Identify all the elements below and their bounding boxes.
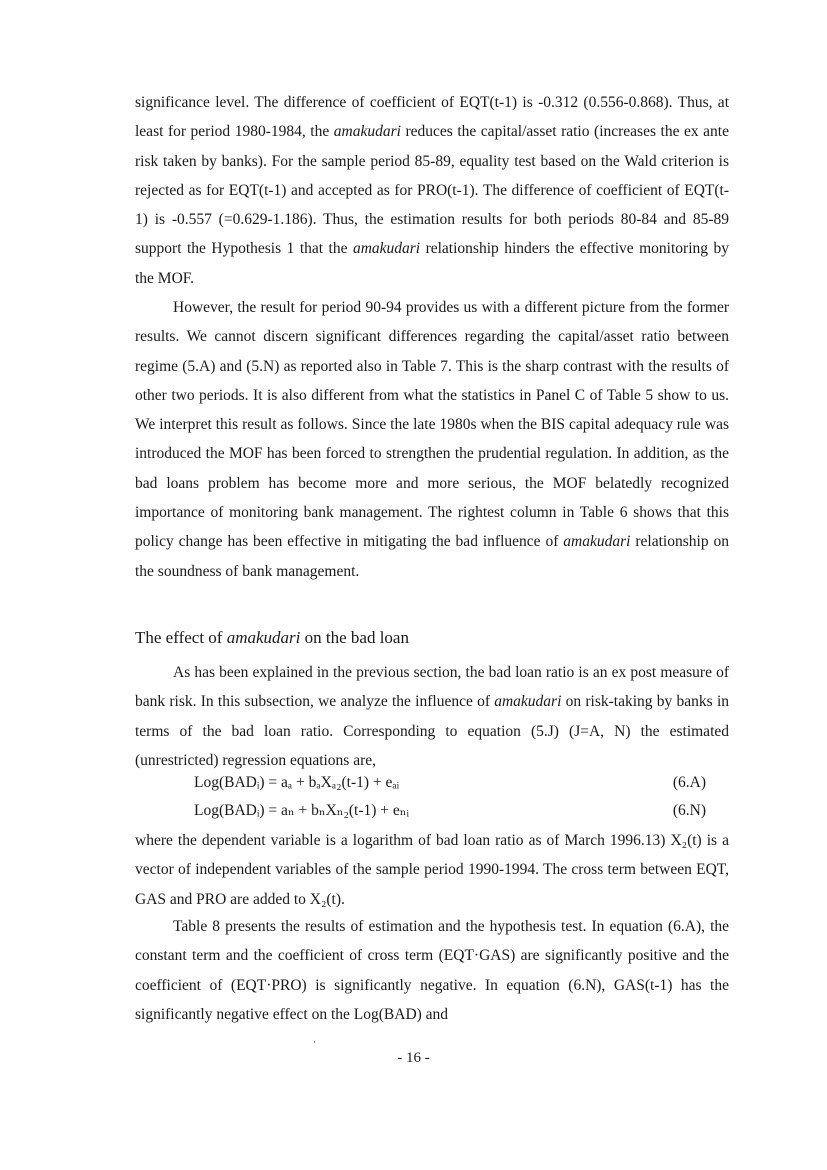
- italic-term: amakudari: [494, 693, 562, 711]
- section-heading: The effect of amakudari on the bad loan: [135, 628, 409, 647]
- paragraph-5: [135, 912, 729, 1029]
- paragraph-1: [135, 88, 729, 293]
- equation-6n-number: (6.N): [672, 802, 706, 819]
- scan-mark: [314, 1041, 315, 1043]
- page-number: - 16 -: [397, 1050, 430, 1066]
- paragraph-1-text: significance level. The difference of coefficient of EQT(t-1) is -0.312 (0.556-0.868). Thus, at least for period 1980-1984, the amakudari reduces the capital/asset ratio (increases the ex ante risk taken by banks). For the sample period 85-89, equality test based on the Wald criterion is rejected as for EQT(t-1) and accepted as for PRO(t-1). The difference of coefficient of EQT(t-1) is -0.557 (=0.629-1.186). Thus, the estimation results for both periods 80-84 and 85-89 support the Hypothesis 1 that the amakudari relationship hinders the effective monitoring by the MOF.: [135, 94, 729, 287]
- paragraph-2-text: However, the result for period 90-94 provides us with a different picture from the former results. We cannot discern significant differences regarding the capital/asset ratio between regime (5.A) and (5.N) as reported also in Table 7. This is the sharp contrast with the results of other two periods. It is also different from what the statistics in Panel C of Table 5 show to us. We interpret this result as follows. Since the late 1980s when the BIS capital adequacy rule was introduced the MOF has been forced to strengthen the prudential regulation. In addition, as the bad loans problem has become more and more serious, the MOF belatedly recognized importance of monitoring bank management. The rightest column in Table 6 shows that this policy change has been effective in mitigating the bad influence of amakudari relationship on the soundness of bank management.: [135, 299, 729, 580]
- equation-6a-number: (6.A): [672, 774, 706, 791]
- paragraph-2: [135, 293, 729, 586]
- italic-term: amakudari: [563, 533, 631, 551]
- italic-term: amakudari: [226, 628, 301, 647]
- equation-6a-formula: Log(BADᵢ) = aₐ + bₐXₐ₂(t-1) + eₐᵢ: [194, 774, 400, 791]
- equation-6a: [194, 771, 706, 795]
- equation-6n: [194, 799, 706, 823]
- italic-term: amakudari: [333, 123, 401, 141]
- paragraph-3: [135, 658, 729, 775]
- italic-term: amakudari: [352, 240, 421, 258]
- paragraph-5-text: Table 8 presents the results of estimation and the hypothesis test. In equation (6.A), the constant term and the coefficient of cross term (EQT·GAS) are significantly positive and the coefficient of (EQT·PRO) is significantly negative. In equation (6.N), GAS(t-1) has the significantly negative effect on the Log(BAD) and: [135, 918, 729, 1023]
- equation-6n-formula: Log(BADᵢ) = aₙ + bₙXₙ₂(t-1) + eₙᵢ: [194, 802, 410, 819]
- paragraph-4: [135, 826, 729, 914]
- paragraph-3-text: As has been explained in the previous section, the bad loan ratio is an ex post measure of bank risk. In this subsection, we analyze the influence of amakudari on risk-taking by banks in terms of the bad loan ratio. Corresponding to equation (5.J) (J=A, N) the estimated (unrestricted) regression equations are,: [135, 664, 730, 769]
- paragraph-4-text: where the dependent variable is a logarithm of bad loan ratio as of March 1996.13) X₂(t) is a vector of independent variables of the sample period 1990-1994. The cross term between EQT, GAS and PRO are added to X₂(t).: [135, 832, 729, 908]
